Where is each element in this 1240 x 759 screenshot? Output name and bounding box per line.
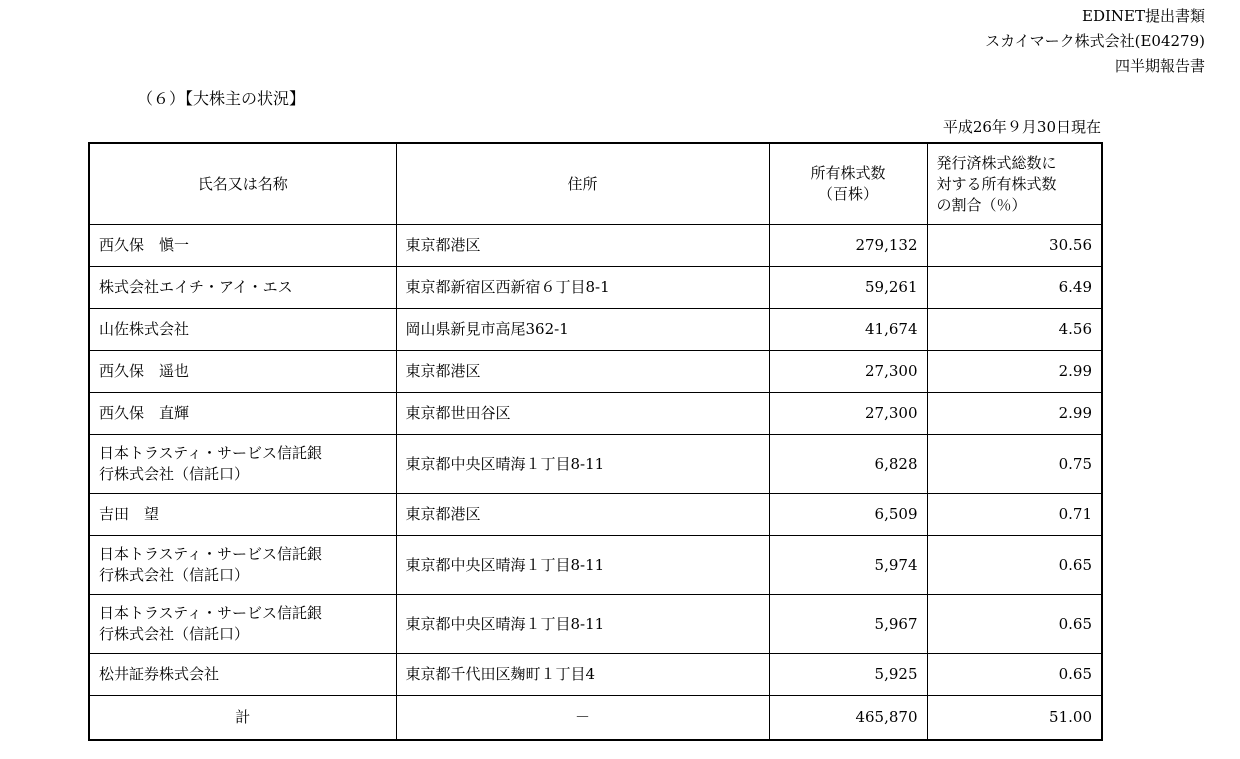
table-header-row bbox=[89, 143, 1102, 225]
section-title: （６）【大株主の状況】 bbox=[137, 89, 306, 108]
shares-held: 5,967 bbox=[769, 595, 927, 654]
table-row bbox=[89, 654, 1102, 696]
shares-held: 27,300 bbox=[769, 393, 927, 435]
doc-header-edinet: EDINET提出書類 bbox=[1082, 7, 1205, 25]
ownership-ratio: 6.49 bbox=[927, 267, 1102, 309]
total-ratio: 51.00 bbox=[927, 696, 1102, 741]
shares-held: 27,300 bbox=[769, 351, 927, 393]
shareholder-name: 吉田 望 bbox=[89, 494, 396, 536]
col-header-name: 氏名又は名称 bbox=[89, 143, 396, 225]
doc-header-report-type: 四半期報告書 bbox=[1114, 57, 1205, 75]
ownership-ratio: 0.65 bbox=[927, 595, 1102, 654]
col-header-address: 住所 bbox=[396, 143, 769, 225]
table-total-row bbox=[89, 696, 1102, 741]
ownership-ratio: 0.75 bbox=[927, 435, 1102, 494]
shareholder-name-line1: 日本トラスティ・サービス信託銀 bbox=[99, 604, 323, 622]
shareholder-name-line2: 行株式会社（信託口） bbox=[99, 566, 250, 584]
col-header-ratio-line3: の割合（％） bbox=[936, 195, 1027, 214]
shareholder-name: 松井証券株式会社 bbox=[89, 654, 396, 696]
col-header-shares-line1: 所有株式数 bbox=[810, 164, 886, 182]
col-header-shares bbox=[769, 143, 927, 225]
col-header-ratio-line2: 対する所有株式数 bbox=[936, 174, 1057, 193]
ownership-ratio: 2.99 bbox=[927, 351, 1102, 393]
table-row bbox=[89, 309, 1102, 351]
ownership-ratio: 0.65 bbox=[927, 536, 1102, 595]
total-shares: 465,870 bbox=[769, 696, 927, 741]
shareholder-name: 西久保 遥也 bbox=[89, 351, 396, 393]
shareholder-name-line2: 行株式会社（信託口） bbox=[99, 465, 250, 483]
shareholder-name bbox=[89, 536, 396, 595]
ownership-ratio: 4.56 bbox=[927, 309, 1102, 351]
table-row bbox=[89, 536, 1102, 595]
ownership-ratio: 30.56 bbox=[927, 225, 1102, 267]
shareholder-name: 西久保 直輝 bbox=[89, 393, 396, 435]
shareholder-name: 山佐株式会社 bbox=[89, 309, 396, 351]
ownership-ratio: 0.71 bbox=[927, 494, 1102, 536]
shareholder-address: 東京都港区 bbox=[396, 494, 769, 536]
total-address: － bbox=[396, 696, 769, 741]
shares-held: 59,261 bbox=[769, 267, 927, 309]
shareholder-name bbox=[89, 595, 396, 654]
shares-held: 41,674 bbox=[769, 309, 927, 351]
shareholder-address: 岡山県新見市高尾362-1 bbox=[396, 309, 769, 351]
shareholder-name: 株式会社エイチ・アイ・エス bbox=[89, 267, 396, 309]
table-row bbox=[89, 393, 1102, 435]
table-row bbox=[89, 267, 1102, 309]
doc-header-company: スカイマーク株式会社(E04279) bbox=[985, 32, 1205, 50]
shareholder-name-line1: 日本トラスティ・サービス信託銀 bbox=[99, 444, 323, 462]
table-row bbox=[89, 494, 1102, 536]
major-shareholders-table bbox=[88, 142, 1103, 741]
shares-held: 279,132 bbox=[769, 225, 927, 267]
shareholder-address: 東京都中央区晴海１丁目8-11 bbox=[396, 595, 769, 654]
shareholder-address: 東京都中央区晴海１丁目8-11 bbox=[396, 435, 769, 494]
as-of-date: 平成26年９月30日現在 bbox=[942, 118, 1101, 136]
ownership-ratio: 2.99 bbox=[927, 393, 1102, 435]
shares-held: 5,974 bbox=[769, 536, 927, 595]
total-label: 計 bbox=[89, 696, 396, 741]
col-header-ratio bbox=[927, 143, 1102, 225]
col-header-shares-line2: （百株） bbox=[817, 185, 878, 203]
shares-held: 5,925 bbox=[769, 654, 927, 696]
shareholder-address: 東京都港区 bbox=[396, 351, 769, 393]
shareholder-name: 西久保 愼一 bbox=[89, 225, 396, 267]
shareholder-name bbox=[89, 435, 396, 494]
shareholder-address: 東京都港区 bbox=[396, 225, 769, 267]
shares-held: 6,509 bbox=[769, 494, 927, 536]
table-row bbox=[89, 351, 1102, 393]
table-row bbox=[89, 435, 1102, 494]
shareholder-name-line1: 日本トラスティ・サービス信託銀 bbox=[99, 545, 323, 563]
table-row bbox=[89, 595, 1102, 654]
shareholder-address: 東京都新宿区西新宿６丁目8-1 bbox=[396, 267, 769, 309]
shareholder-address: 東京都世田谷区 bbox=[396, 393, 769, 435]
shares-held: 6,828 bbox=[769, 435, 927, 494]
shareholder-address: 東京都中央区晴海１丁目8-11 bbox=[396, 536, 769, 595]
shareholder-address: 東京都千代田区麹町１丁目4 bbox=[396, 654, 769, 696]
ownership-ratio: 0.65 bbox=[927, 654, 1102, 696]
col-header-ratio-line1: 発行済株式総数に bbox=[936, 153, 1057, 172]
table-row bbox=[89, 225, 1102, 267]
shareholder-name-line2: 行株式会社（信託口） bbox=[99, 625, 250, 643]
